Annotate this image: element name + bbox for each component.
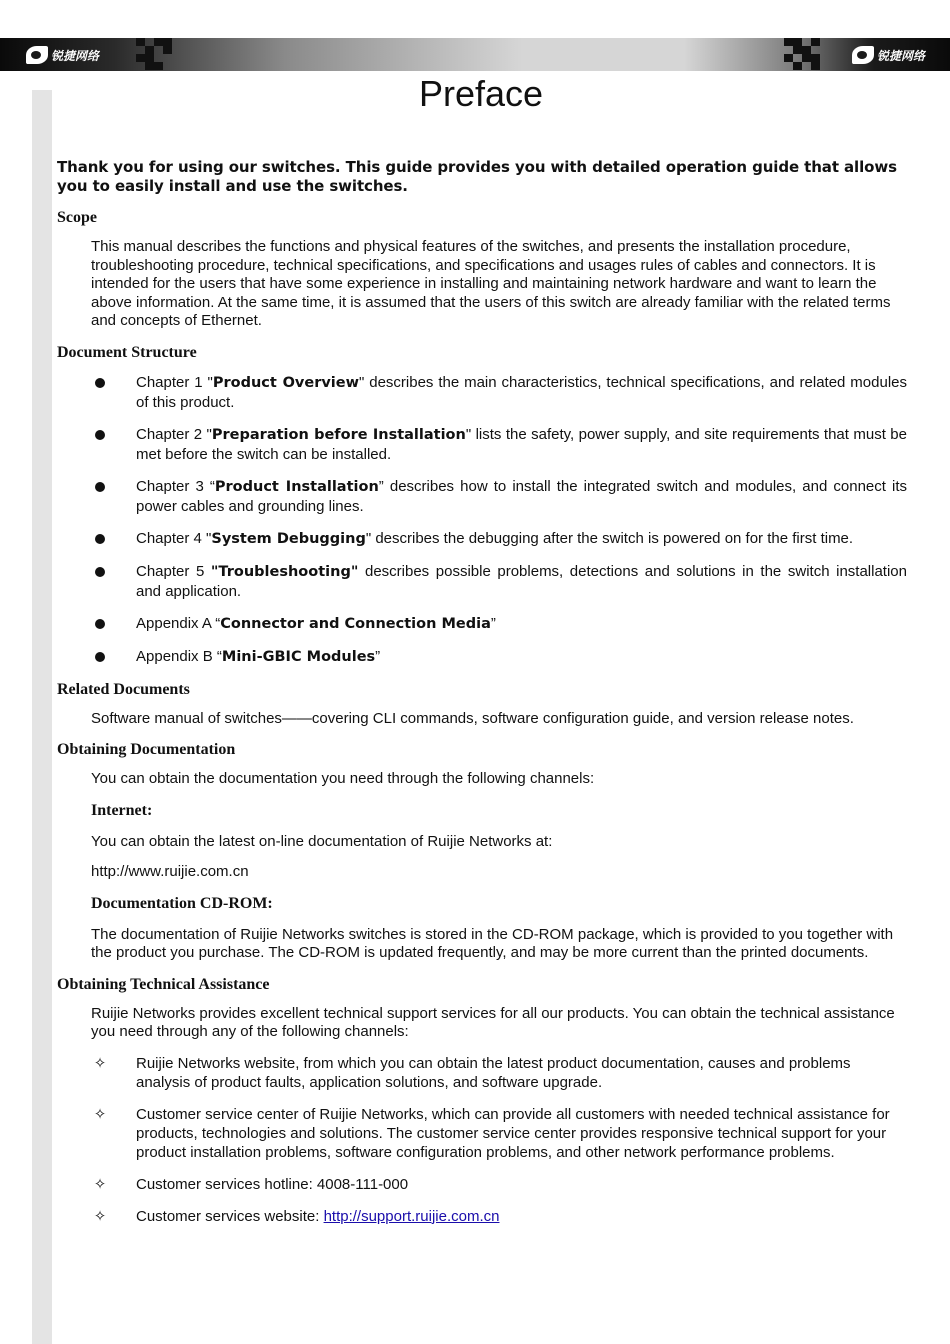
- assistance-list: [57, 1054, 907, 1226]
- bullet-diamond-icon: ✧: [93, 1054, 107, 1072]
- intro-text: Thank you for using our switches. This guide provides you with detailed operation guide that allows you to easily install and use the switches.: [57, 158, 897, 195]
- document-body: [57, 158, 907, 1239]
- list-item: Chapter 5 "Troubleshooting" describes possible problems, detections and solutions in the switch installation and application.: [57, 562, 907, 601]
- company-logo-left: [26, 44, 99, 66]
- list-item: Chapter 4 "System Debugging" describes the debugging after the switch is powered on for the first time.: [57, 529, 907, 549]
- logo-swoosh-icon: [26, 46, 48, 64]
- internet-url: http://www.ruijie.com.cn: [91, 863, 249, 880]
- obtaining-heading: Obtaining Documentation: [57, 741, 236, 758]
- list-item: ✧ Ruijie Networks website, from which you can obtain the latest product documentation, causes and problems analysis of product faults, application solutions, and software upgrade.: [93, 1054, 851, 1091]
- internet-heading: Internet:: [91, 801, 153, 819]
- structure-list: [57, 373, 907, 667]
- list-item: Appendix A “Connector and Connection Media”: [57, 614, 907, 634]
- bullet-dot-icon: [93, 425, 107, 445]
- related-heading: Related Documents: [57, 680, 190, 698]
- page-margin-bar: [32, 90, 52, 1344]
- list-item: ✧ Customer service center of Ruijie Networks, which can provide all customers with needed technical assistance for products, technologies and solutions. The customer service center provides responsive technical support for your product installation problems, software configuration problems, and other network performance problems.: [93, 1105, 890, 1161]
- list-item: ✧ Customer services hotline: 4008-111-000: [93, 1175, 409, 1193]
- obtaining-text: You can obtain the documentation you need through the following channels:: [91, 770, 595, 787]
- list-item: [57, 1207, 907, 1226]
- support-website-label: Customer services website:: [136, 1207, 324, 1225]
- related-text: Software manual of switches——covering CLI commands, software configuration guide, and version release notes.: [91, 709, 854, 727]
- list-item: Chapter 3 “Product Installation” describes how to install the integrated switch and modules, and connect its power cables and grounding lines.: [57, 477, 907, 516]
- page-title: Preface: [418, 73, 544, 114]
- structure-heading: Document Structure: [57, 343, 197, 361]
- cdrom-heading: Documentation CD-ROM:: [91, 894, 273, 912]
- logo-swoosh-icon: [852, 46, 874, 64]
- bullet-diamond-icon: ✧: [93, 1105, 107, 1123]
- internet-text: You can obtain the latest on-line documentation of Ruijie Networks at:: [91, 832, 553, 850]
- assistance-heading: Obtaining Technical Assistance: [57, 975, 270, 993]
- support-website-link[interactable]: http://support.ruijie.com.cn: [323, 1207, 500, 1225]
- bullet-dot-icon: [93, 647, 107, 667]
- bullet-dot-icon: [93, 529, 107, 549]
- bullet-diamond-icon: ✧: [93, 1207, 107, 1225]
- bullet-dot-icon: [93, 477, 107, 497]
- logo-text: 锐捷网络: [877, 48, 926, 63]
- header-band: [0, 38, 950, 71]
- scope-heading: Scope: [57, 209, 97, 226]
- checker-pattern-right: [784, 38, 820, 71]
- bullet-dot-icon: [93, 562, 107, 582]
- assistance-text: Ruijie Networks provides excellent technical support services for all our products. You can obtain the technical assistance you need through any of the following channels:: [91, 1004, 895, 1040]
- scope-text: This manual describes the functions and physical features of the switches, and presents the installation procedure, troubleshooting procedure, technical specifications, and specifications and usages rules of cables and connectors. It is intended for the users that have some experience in installing and maintaining network hardware and want to learn the above information. At the same time, it is assumed that the users of this switch are already familiar with the related terms and concepts of Ethernet.: [91, 238, 891, 329]
- checker-pattern-left: [136, 38, 172, 71]
- list-item: Chapter 2 "Preparation before Installation" lists the safety, power supply, and site requirements that must be met before the switch can be installed.: [57, 425, 907, 464]
- cdrom-text: The documentation of Ruijie Networks switches is stored in the CD-ROM package, which is provided to you together with the product you purchase. The CD-ROM is updated frequently, and may be more current than the printed documents.: [91, 925, 894, 961]
- bullet-dot-icon: [93, 614, 107, 634]
- list-item: Chapter 1 "Product Overview" describes the main characteristics, technical specifications, and related modules of this product.: [57, 373, 907, 412]
- bullet-dot-icon: [93, 373, 107, 393]
- company-logo-right: [852, 44, 925, 66]
- bullet-diamond-icon: ✧: [93, 1175, 107, 1193]
- list-item: Appendix B “Mini-GBIC Modules”: [57, 647, 907, 667]
- logo-text: 锐捷网络: [51, 48, 100, 63]
